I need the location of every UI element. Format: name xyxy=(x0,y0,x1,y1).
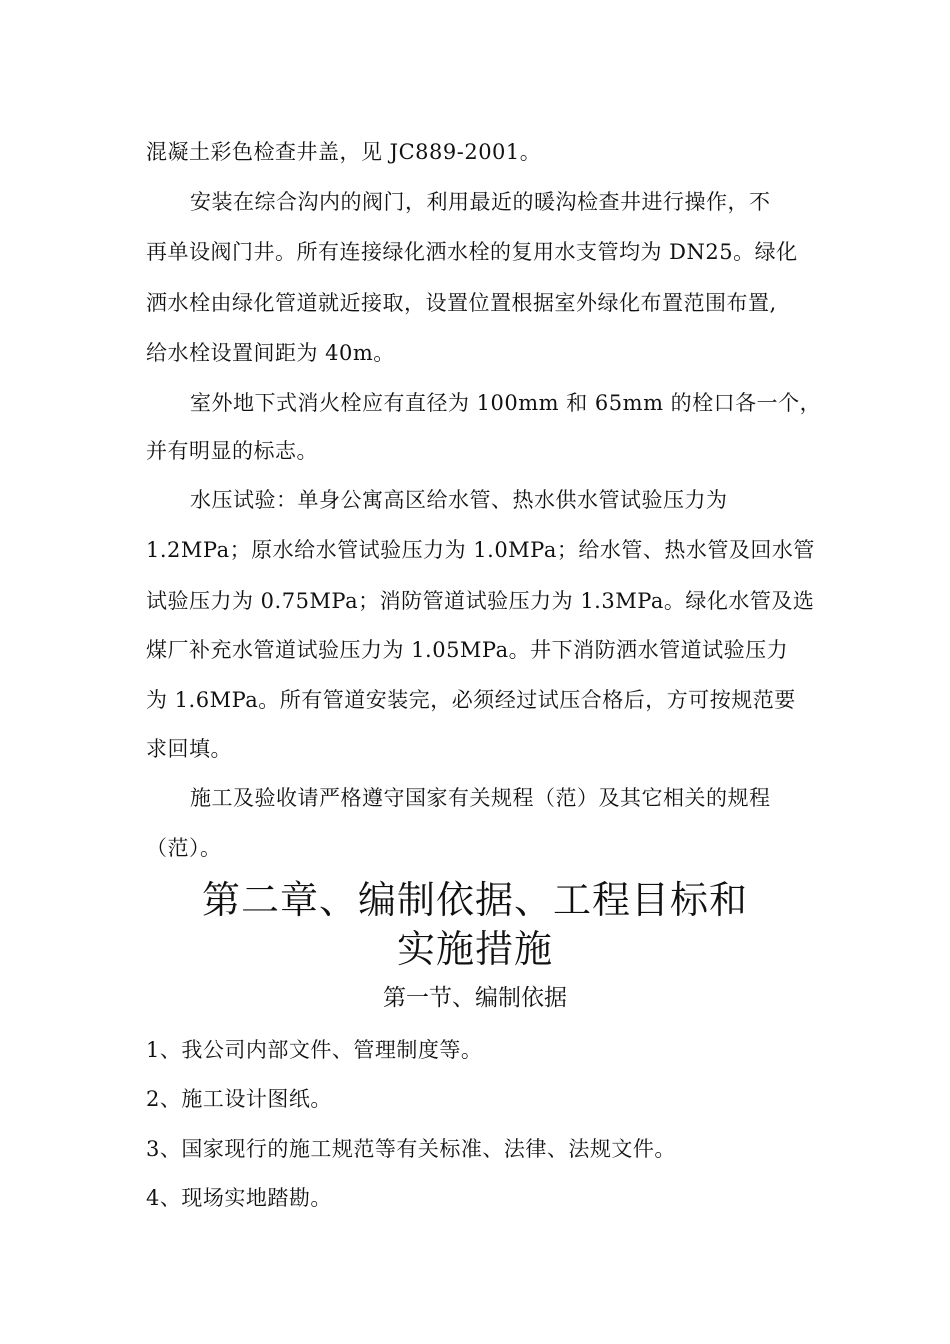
section-title: 第一节、编制依据 xyxy=(383,985,567,1011)
list-item: 2、施工设计图纸。 xyxy=(146,1087,332,1111)
paragraph-line: 并有明显的标志。 xyxy=(146,439,318,463)
paragraph-line: 混凝土彩色检查井盖，见 JC889-2001。 xyxy=(146,140,542,164)
chapter-title-line-1: 第二章、编制依据、工程目标和 xyxy=(201,878,748,922)
paragraph-line: 为 1.6MPa。所有管道安装完，必须经过试压合格后，方可按规范要 xyxy=(146,688,796,712)
list-item: 3、国家现行的施工规范等有关标准、法律、法规文件。 xyxy=(146,1137,676,1161)
paragraph-line: 煤厂补充水管道试验压力为 1.05MPa。井下消防洒水管道试验压力 xyxy=(146,638,789,662)
list-item: 1、我公司内部文件、管理制度等。 xyxy=(146,1038,483,1062)
paragraph-line: 洒水栓由绿化管道就近接取，设置位置根据室外绿化布置范围布置, xyxy=(146,291,777,315)
paragraph-line: 再单设阀门井。所有连接绿化洒水栓的复用水支管均为 DN25。绿化 xyxy=(146,240,798,264)
paragraph-line: 室外地下式消火栓应有直径为 100mm 和 65mm 的栓口各一个， xyxy=(190,391,822,415)
list-item: 4、现场实地踏勘。 xyxy=(146,1186,332,1210)
paragraph-line: 求回填。 xyxy=(146,737,232,761)
paragraph-line: 给水栓设置间距为 40m。 xyxy=(146,341,395,365)
paragraph-line: 水压试验：单身公寓高区给水管、热水供水管试验压力为 xyxy=(190,488,728,512)
chapter-title-line-2: 实施措施 xyxy=(396,927,553,971)
paragraph-line: 施工及验收请严格遵守国家有关规程（范）及其它相关的规程 xyxy=(190,786,771,810)
paragraph-line: 试验压力为 0.75MPa；消防管道试验压力为 1.3MPa。绿化水管及选 xyxy=(146,589,815,613)
paragraph-line: 安装在综合沟内的阀门，利用最近的暖沟检查井进行操作，不 xyxy=(190,190,771,214)
paragraph-line: 1.2MPa；原水给水管试验压力为 1.0MPa；给水管、热水管及回水管 xyxy=(146,538,815,562)
paragraph-line: （范）。 xyxy=(146,836,222,860)
